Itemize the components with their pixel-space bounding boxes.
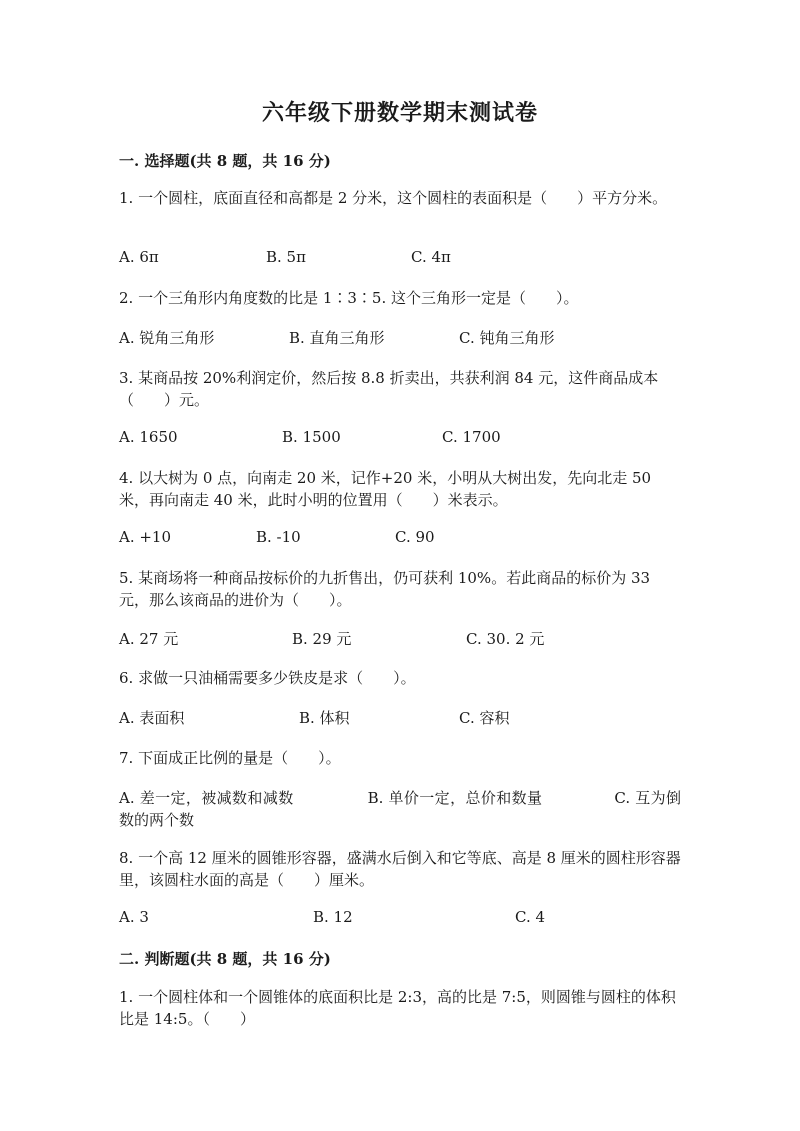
option-b: B. -10 [256,528,301,546]
question-5: 5. 某商场将一种商品按标价的九折售出，仍可获利 10%。若此商品的标价为 33 元，那么该商品的进价为（ ）。 [119,569,651,609]
option-a: A. 表面积 [119,709,185,727]
options-8 [119,908,681,930]
option-b: B. 12 [313,908,353,926]
options-3 [119,428,681,450]
option-a: A. 27 元 [119,630,179,648]
options-7 [119,787,681,831]
option-a: A. 1650 [119,428,178,446]
options-2 [119,327,681,349]
option-b: B. 单价一定，总价和数量 [367,789,543,807]
judge-question-1: 1. 一个圆柱体和一个圆锥体的底面积比是 2:3，高的比是 7:5，则圆锥与圆柱的体积比是 14:5。（ ） [119,988,676,1028]
options-4 [119,528,681,550]
option-c: C. 30. 2 元 [466,630,545,648]
option-c: C. 1700 [442,428,501,446]
option-c: C. 90 [395,528,435,546]
question-3: 3. 某商品按 20%利润定价，然后按 8.8 折卖出，共获利润 84 元，这件商品成本（ ）元。 [119,369,659,409]
option-c: C. 钝角三角形 [459,329,555,347]
section-heading-judge: 二. 判断题(共 8 题，共 16 分) [119,950,331,968]
question-6: 6. 求做一只油桶需要多少铁皮是求（ ）。 [119,669,416,687]
options-6 [119,707,681,729]
option-b: B. 29 元 [292,630,352,648]
question-1: 1. 一个圆柱，底面直径和高都是 2 分米，这个圆柱的表面积是（ ）平方分米。 [119,189,668,207]
option-a: A. 3 [119,908,149,926]
options-1 [119,248,681,270]
section-heading-choice: 一. 选择题(共 8 题，共 16 分) [119,152,331,170]
options-5 [119,628,681,650]
page-title: 六年级下册数学期末测试卷 [261,100,538,126]
option-b: B. 体积 [299,709,350,727]
option-c: C. 容积 [459,709,510,727]
option-a: A. +10 [119,528,172,546]
question-4: 4. 以大树为 0 点，向南走 20 米，记作+20 米，小明从大树出发，先向北走 50 米，再向南走 40 米，此时小明的位置用（ ）米表示。 [119,469,652,509]
option-b: B. 1500 [282,428,341,446]
option-a: A. 差一定，被减数和减数 [119,789,294,807]
question-8: 8. 一个高 12 厘米的圆锥形容器，盛满水后倒入和它等底、高是 8 厘米的圆柱形容器里，该圆柱水面的高是（ ）厘米。 [119,849,681,889]
option-c: C. 4 [515,908,546,926]
option-a: A. 6π [119,248,159,266]
question-7: 7. 下面成正比例的量是（ ）。 [119,749,341,767]
option-c: C. 4π [411,248,451,266]
option-b: B. 5π [266,248,306,266]
option-a: A. 锐角三角形 [119,329,215,347]
question-2: 2. 一个三角形内角度数的比是 1∶3∶5. 这个三角形一定是（ ）。 [119,289,579,307]
option-c: C. 互为倒数的两个数 [119,789,682,829]
option-b: B. 直角三角形 [289,329,385,347]
